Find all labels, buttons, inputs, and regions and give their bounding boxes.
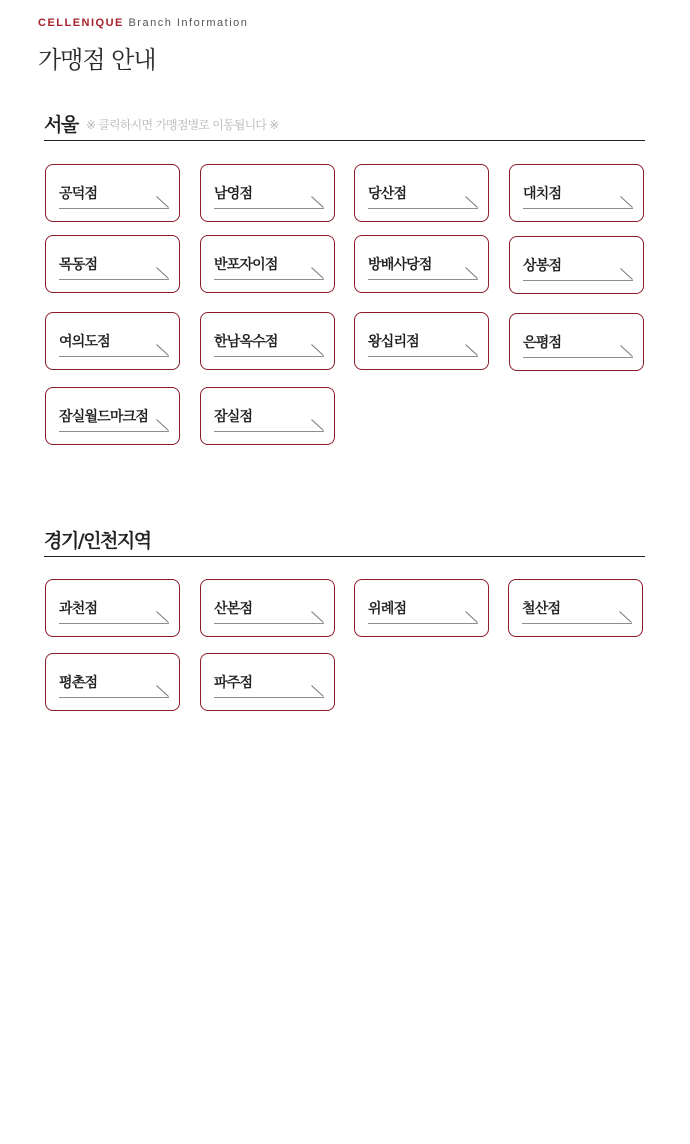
diagonal-arrow-icon [156,344,169,356]
divider [214,208,324,209]
branch-name: 대치점 [523,186,562,202]
branch-card[interactable] [354,164,489,222]
diagonal-arrow-icon [156,611,169,623]
section-header-seoul [44,114,645,141]
divider [214,356,324,357]
branch-name: 과천점 [59,601,98,617]
diagonal-arrow-icon [619,611,632,623]
diagonal-arrow-icon [620,345,633,357]
page-title: 가맹점 안내 [38,46,156,74]
diagonal-arrow-icon [465,196,478,208]
branch-card[interactable] [45,653,180,711]
branch-name: 산본점 [214,601,253,617]
diagonal-arrow-icon [311,611,324,623]
diagonal-arrow-icon [156,419,169,431]
branch-card[interactable] [45,164,180,222]
branch-name: 은평점 [523,335,562,351]
branch-card[interactable] [45,387,180,445]
divider [214,431,324,432]
branch-card[interactable] [200,164,335,222]
branch-name: 한남옥수점 [214,334,278,350]
branch-name: 왕십리점 [368,334,419,350]
branch-name: 철산점 [522,601,561,617]
diagonal-arrow-icon [311,344,324,356]
divider [214,623,324,624]
branch-card[interactable] [508,579,643,637]
divider [368,356,478,357]
branch-card[interactable] [45,312,180,370]
branch-card[interactable] [45,579,180,637]
divider [59,623,169,624]
branch-card[interactable] [354,235,489,293]
diagonal-arrow-icon [156,196,169,208]
divider [523,280,633,281]
diagonal-arrow-icon [465,344,478,356]
branch-card[interactable] [354,579,489,637]
brand-subtitle: Branch Information [128,17,249,29]
branch-name: 공덕점 [59,186,98,202]
diagonal-arrow-icon [311,196,324,208]
branch-card[interactable] [509,164,644,222]
brand-name: CELLENIQUE [38,17,124,29]
branch-card[interactable] [200,579,335,637]
divider [59,208,169,209]
divider [368,208,478,209]
branch-name: 파주점 [214,675,253,691]
branch-card[interactable] [45,235,180,293]
divider [368,623,478,624]
branch-name: 평촌점 [59,675,98,691]
branch-name: 잠실월드마크점 [59,409,149,425]
section-title: 경기/인천지역 [44,530,151,552]
branch-card[interactable] [200,235,335,293]
divider [523,208,633,209]
diagonal-arrow-icon [620,196,633,208]
diagonal-arrow-icon [311,267,324,279]
branch-name: 남영점 [214,186,253,202]
section-title: 서울 [44,114,78,136]
section-header-gyeonggi-incheon [44,530,645,557]
branch-card[interactable] [354,312,489,370]
diagonal-arrow-icon [156,685,169,697]
brand-header [38,17,248,29]
branch-card[interactable] [200,653,335,711]
branch-card[interactable] [509,313,644,371]
branch-name: 반포자이점 [214,257,278,273]
diagonal-arrow-icon [156,267,169,279]
section-note: ※ 클릭하시면 가맹점별로 이동됩니다 ※ [86,118,279,132]
branch-name: 상봉점 [523,258,562,274]
divider [214,697,324,698]
diagonal-arrow-icon [620,268,633,280]
divider [523,357,633,358]
diagonal-arrow-icon [465,267,478,279]
divider [59,279,169,280]
divider [59,356,169,357]
branch-card[interactable] [200,312,335,370]
diagonal-arrow-icon [465,611,478,623]
branch-card[interactable] [509,236,644,294]
branch-name: 위례점 [368,601,407,617]
branch-name: 여의도점 [59,334,110,350]
branch-card[interactable] [200,387,335,445]
branch-name: 방배사당점 [368,257,432,273]
divider [214,279,324,280]
divider [59,697,169,698]
branch-name: 목동점 [59,257,98,273]
branch-name: 잠실점 [214,409,253,425]
diagonal-arrow-icon [311,419,324,431]
diagonal-arrow-icon [311,685,324,697]
branch-name: 당산점 [368,186,407,202]
divider [59,431,169,432]
divider [368,279,478,280]
divider [522,623,632,624]
